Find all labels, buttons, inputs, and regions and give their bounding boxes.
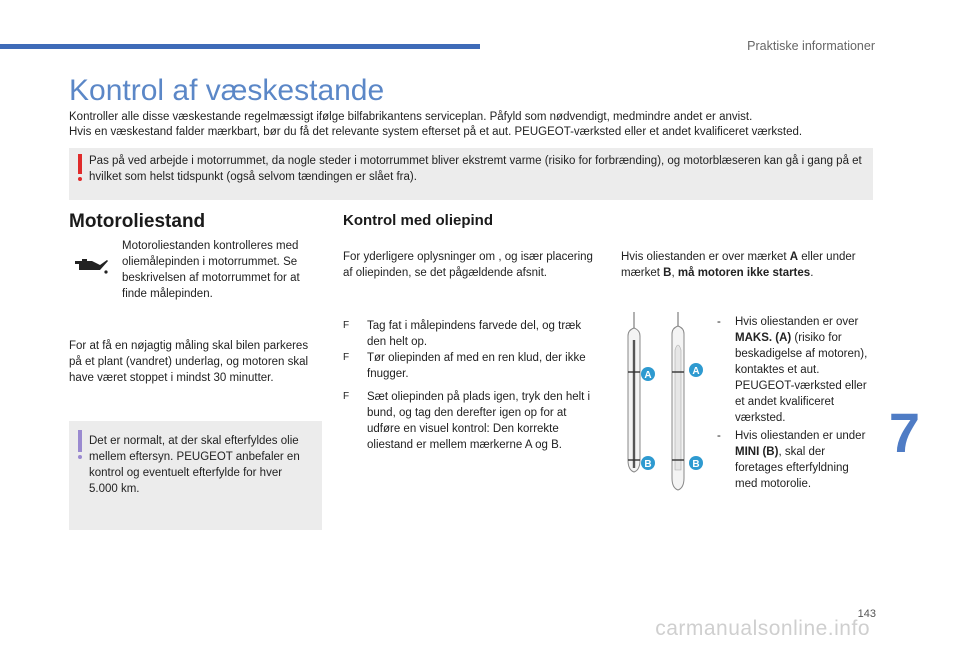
warning-icon-dot bbox=[78, 177, 82, 181]
marker-b-right-label: B bbox=[692, 459, 700, 470]
step-text: Sæt oliepinden på plads igen, tryk den helt i bund, og tag den derefter igen op for at udføre en visuel kontrol: Den korrekte oliestand er mellem mærkerne A og B. bbox=[367, 391, 591, 451]
marker-a-right-label: A bbox=[692, 366, 700, 377]
motor-paragraph: For at få en nøjagtig måling skal bilen parkeres på et plant (vandret) underlag, og motoren skal have været stoppet i mindst 30 minutter. bbox=[69, 340, 309, 384]
watermark: carmanualsonline.info bbox=[655, 617, 870, 640]
dipstick-illustration bbox=[612, 310, 712, 495]
intro-text bbox=[69, 110, 889, 140]
note-text: Det er normalt, at der skal efterfyldes olie mellem eftersyn. PEUGEOT anbefaler en kontrol og eventuelt efterfylde for hver 5.000 km. bbox=[89, 435, 300, 495]
bullet-icon: F bbox=[343, 391, 350, 402]
step-item bbox=[343, 350, 598, 382]
dipstick-right-intro: Hvis oliestanden er over mærket A eller under mærket B, må motoren ikke startes. bbox=[621, 251, 856, 279]
mark-a-label: A bbox=[789, 251, 799, 263]
marker-b-left-label: B bbox=[644, 459, 652, 470]
mini-label: MINI (B) bbox=[735, 446, 779, 458]
dipstick-heading: Kontrol med oliepind bbox=[343, 212, 493, 229]
step-text: Tag fat i målepindens farvede del, og træk den helt op. bbox=[367, 320, 582, 348]
intro-line-2: Hvis en væskestand falder mærkbart, bør du få det relevante system efterset på et aut. PEUGEOT-værksted eller et andet kvalificeret værksted. bbox=[69, 126, 803, 138]
intro-line-1: Kontroller alle disse væskestande regelmæssigt ifølge bilfabrikantens serviceplan. Påfyld som nødvendigt, medmindre andet er anvist. bbox=[69, 111, 753, 123]
warning-text: Pas på ved arbejde i motorrummet, da nogle steder i motorrummet bliver ekstremt varme (risiko for forbrænding), og motorblæseren kan gå i gang på et hvilket som helst tidspunkt (også selvom tændingen er slået fra). bbox=[89, 155, 862, 183]
intro-text-part: Hvis oliestanden er over mærket bbox=[621, 251, 790, 263]
dash-mark: - bbox=[717, 316, 721, 328]
maks-label: MAKS. (A) bbox=[735, 332, 792, 344]
motor-description: Motoroliestanden kontrolleres med oliemålepinden i motorrummet. Se beskrivelsen af motorrummet for at finde målepinden. bbox=[122, 240, 300, 300]
note-icon bbox=[78, 430, 82, 452]
bullet-icon: F bbox=[343, 320, 350, 331]
list-item bbox=[717, 314, 872, 426]
header-bar bbox=[0, 44, 480, 49]
marker-a-left-label: A bbox=[644, 370, 652, 381]
intro-text-part: eller under mærket bbox=[621, 251, 856, 279]
list-item bbox=[717, 428, 872, 492]
bullet-icon: F bbox=[343, 352, 350, 363]
dipstick-steps-1 bbox=[343, 318, 598, 382]
list-item-text: Hvis oliestanden er over MAKS. (A) (risiko for beskadigelse af motoren), kontaktes et aut. PEUGEOT-værksted eller et andet kvalificeret værksted. bbox=[735, 316, 868, 424]
page-number: 143 bbox=[857, 608, 876, 620]
oil-can-icon bbox=[73, 254, 109, 276]
motor-heading: Motoroliestand bbox=[69, 211, 206, 232]
chapter-number: 7 bbox=[888, 401, 920, 464]
step-item bbox=[343, 389, 598, 453]
warning-icon bbox=[78, 154, 82, 174]
mark-b-label: B bbox=[663, 267, 672, 279]
step-text: Tør oliepinden af med en ren klud, der ikke fnugger. bbox=[367, 352, 586, 380]
note-icon-dot bbox=[78, 455, 82, 459]
list-item-text: Hvis oliestanden er under MINI (B), skal der foretages efterfyldning med motorolie. bbox=[735, 430, 866, 490]
intro-text-part: , bbox=[671, 267, 678, 279]
dipstick-conditions bbox=[717, 314, 872, 494]
page-title: Kontrol af væskestande bbox=[69, 74, 385, 107]
dipstick-intro: For yderligere oplysninger om , og især placering af oliepinden, se det pågældende afsnit. bbox=[343, 251, 593, 279]
step-item bbox=[343, 318, 598, 350]
section-label: Praktiske informationer bbox=[747, 39, 875, 53]
dipstick-steps-2 bbox=[343, 389, 598, 453]
warning-bold: må motoren ikke startes bbox=[677, 267, 811, 279]
dash-mark: - bbox=[717, 430, 721, 442]
